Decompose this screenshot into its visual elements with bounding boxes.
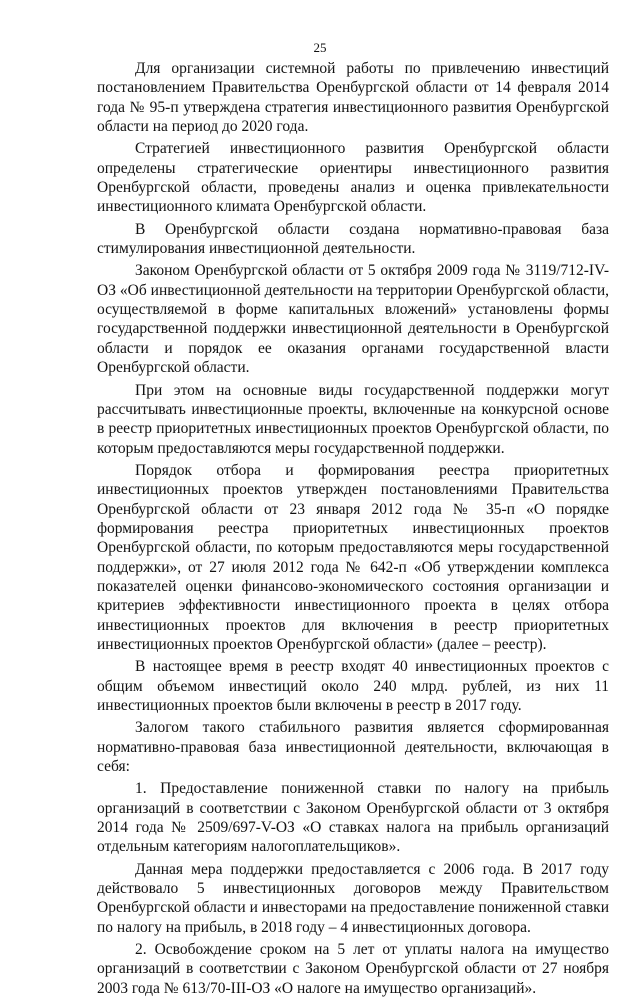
paragraph-registry-procedure: Порядок отбора и формирования реестра приоритетных инвестиционных проектов утвержден постановлениями Правительства Оренбургской области от 23 января 2012 года № 35-п «О порядке формирования реестра приоритетных инвестиционных проектов Оренбургской области, по которым предоставляются меры государственной поддержки», от 27 июля 2012 года № 642-п «Об утверждении комплекса показателей оценки финансово-экономического состояния организации и критериев эффективности инвестиционного проекта в целях отбора инвестиционных проектов для включения в реестр приоритетных инвестиционных проектов Оренбургской области» (далее – реестр). (97, 461, 609, 653)
paragraph-strategy-approval: Для организации системной работы по привлечению инвестиций постановлением Правительства Оренбургской области от 14 февраля 2014 года № 95-п утверждена стратегия инвестиционного развития Оренбургской области на период до 2020 года. (97, 60, 609, 136)
paragraph-profit-tax-details: Данная мера поддержки предоставляется с 2006 года. В 2017 году действовало 5 инвестиционных договоров между Правительством Оренбургской области и инвесторами на предоставление пониженной ставки по налогу на прибыль, в 2018 году – 4 инвестиционных договора. (97, 860, 609, 936)
list-item-profit-tax: 1. Предоставление пониженной ставки по налогу на прибыль организаций в соответствии с Законом Оренбургской области от 3 октября 2014 года № 2509/697-V-ОЗ «О ставках налога на прибыль организаций отдельным категориям налогоплательщиков». (97, 780, 609, 856)
paragraph-legal-base-list-intro: Залогом такого стабильного развития является сформированная нормативно-правовая база инвестиционной деятельности, включающая в себя: (97, 719, 609, 776)
list-item-property-tax: 2. Освобождение сроком на 5 лет от уплаты налога на имущество организаций в соответствии с Законом Оренбургской области от 27 ноября 2003 года № 613/70-III-ОЗ «О налоге на имущество организаций». (97, 941, 609, 997)
document-body (97, 59, 609, 1001)
paragraph-investment-law: Законом Оренбургской области от 5 октября 2009 года № 3119/712-IV-ОЗ «Об инвестиционной деятельности на территории Оренбургской области, осуществляемой в форме капитальных вложений» установлены формы государственной поддержки инвестиционной деятельности в Оренбургской области и порядок ее оказания органами государственной власти Оренбургской области. (97, 262, 609, 377)
paragraph-strategy-goals: Стратегией инвестиционного развития Оренбургской области определены стратегические ориентиры инвестиционного развития Оренбургской области, проведены анализ и оценка привлекательности инвестиционного климата Оренбургской области. (97, 140, 609, 216)
paragraph-registry-status: В настоящее время в реестр входят 40 инвестиционных проектов с общим объемом инвестиций около 240 млрд. рублей, из них 11 инвестиционных проектов были включены в реестр в 2017 году. (97, 658, 609, 714)
paragraph-legal-base: В Оренбургской области создана нормативно-правовая база стимулирования инвестиционной деятельности. (97, 220, 609, 258)
page-number: 25 (313, 40, 327, 55)
paragraph-support-eligibility: При этом на основные виды государственной поддержки могут рассчитывать инвестиционные проекты, включенные на конкурсной основе в реестр приоритетных инвестиционных проектов Оренбургской области, по которым предоставляются меры государственной поддержки. (97, 381, 609, 457)
